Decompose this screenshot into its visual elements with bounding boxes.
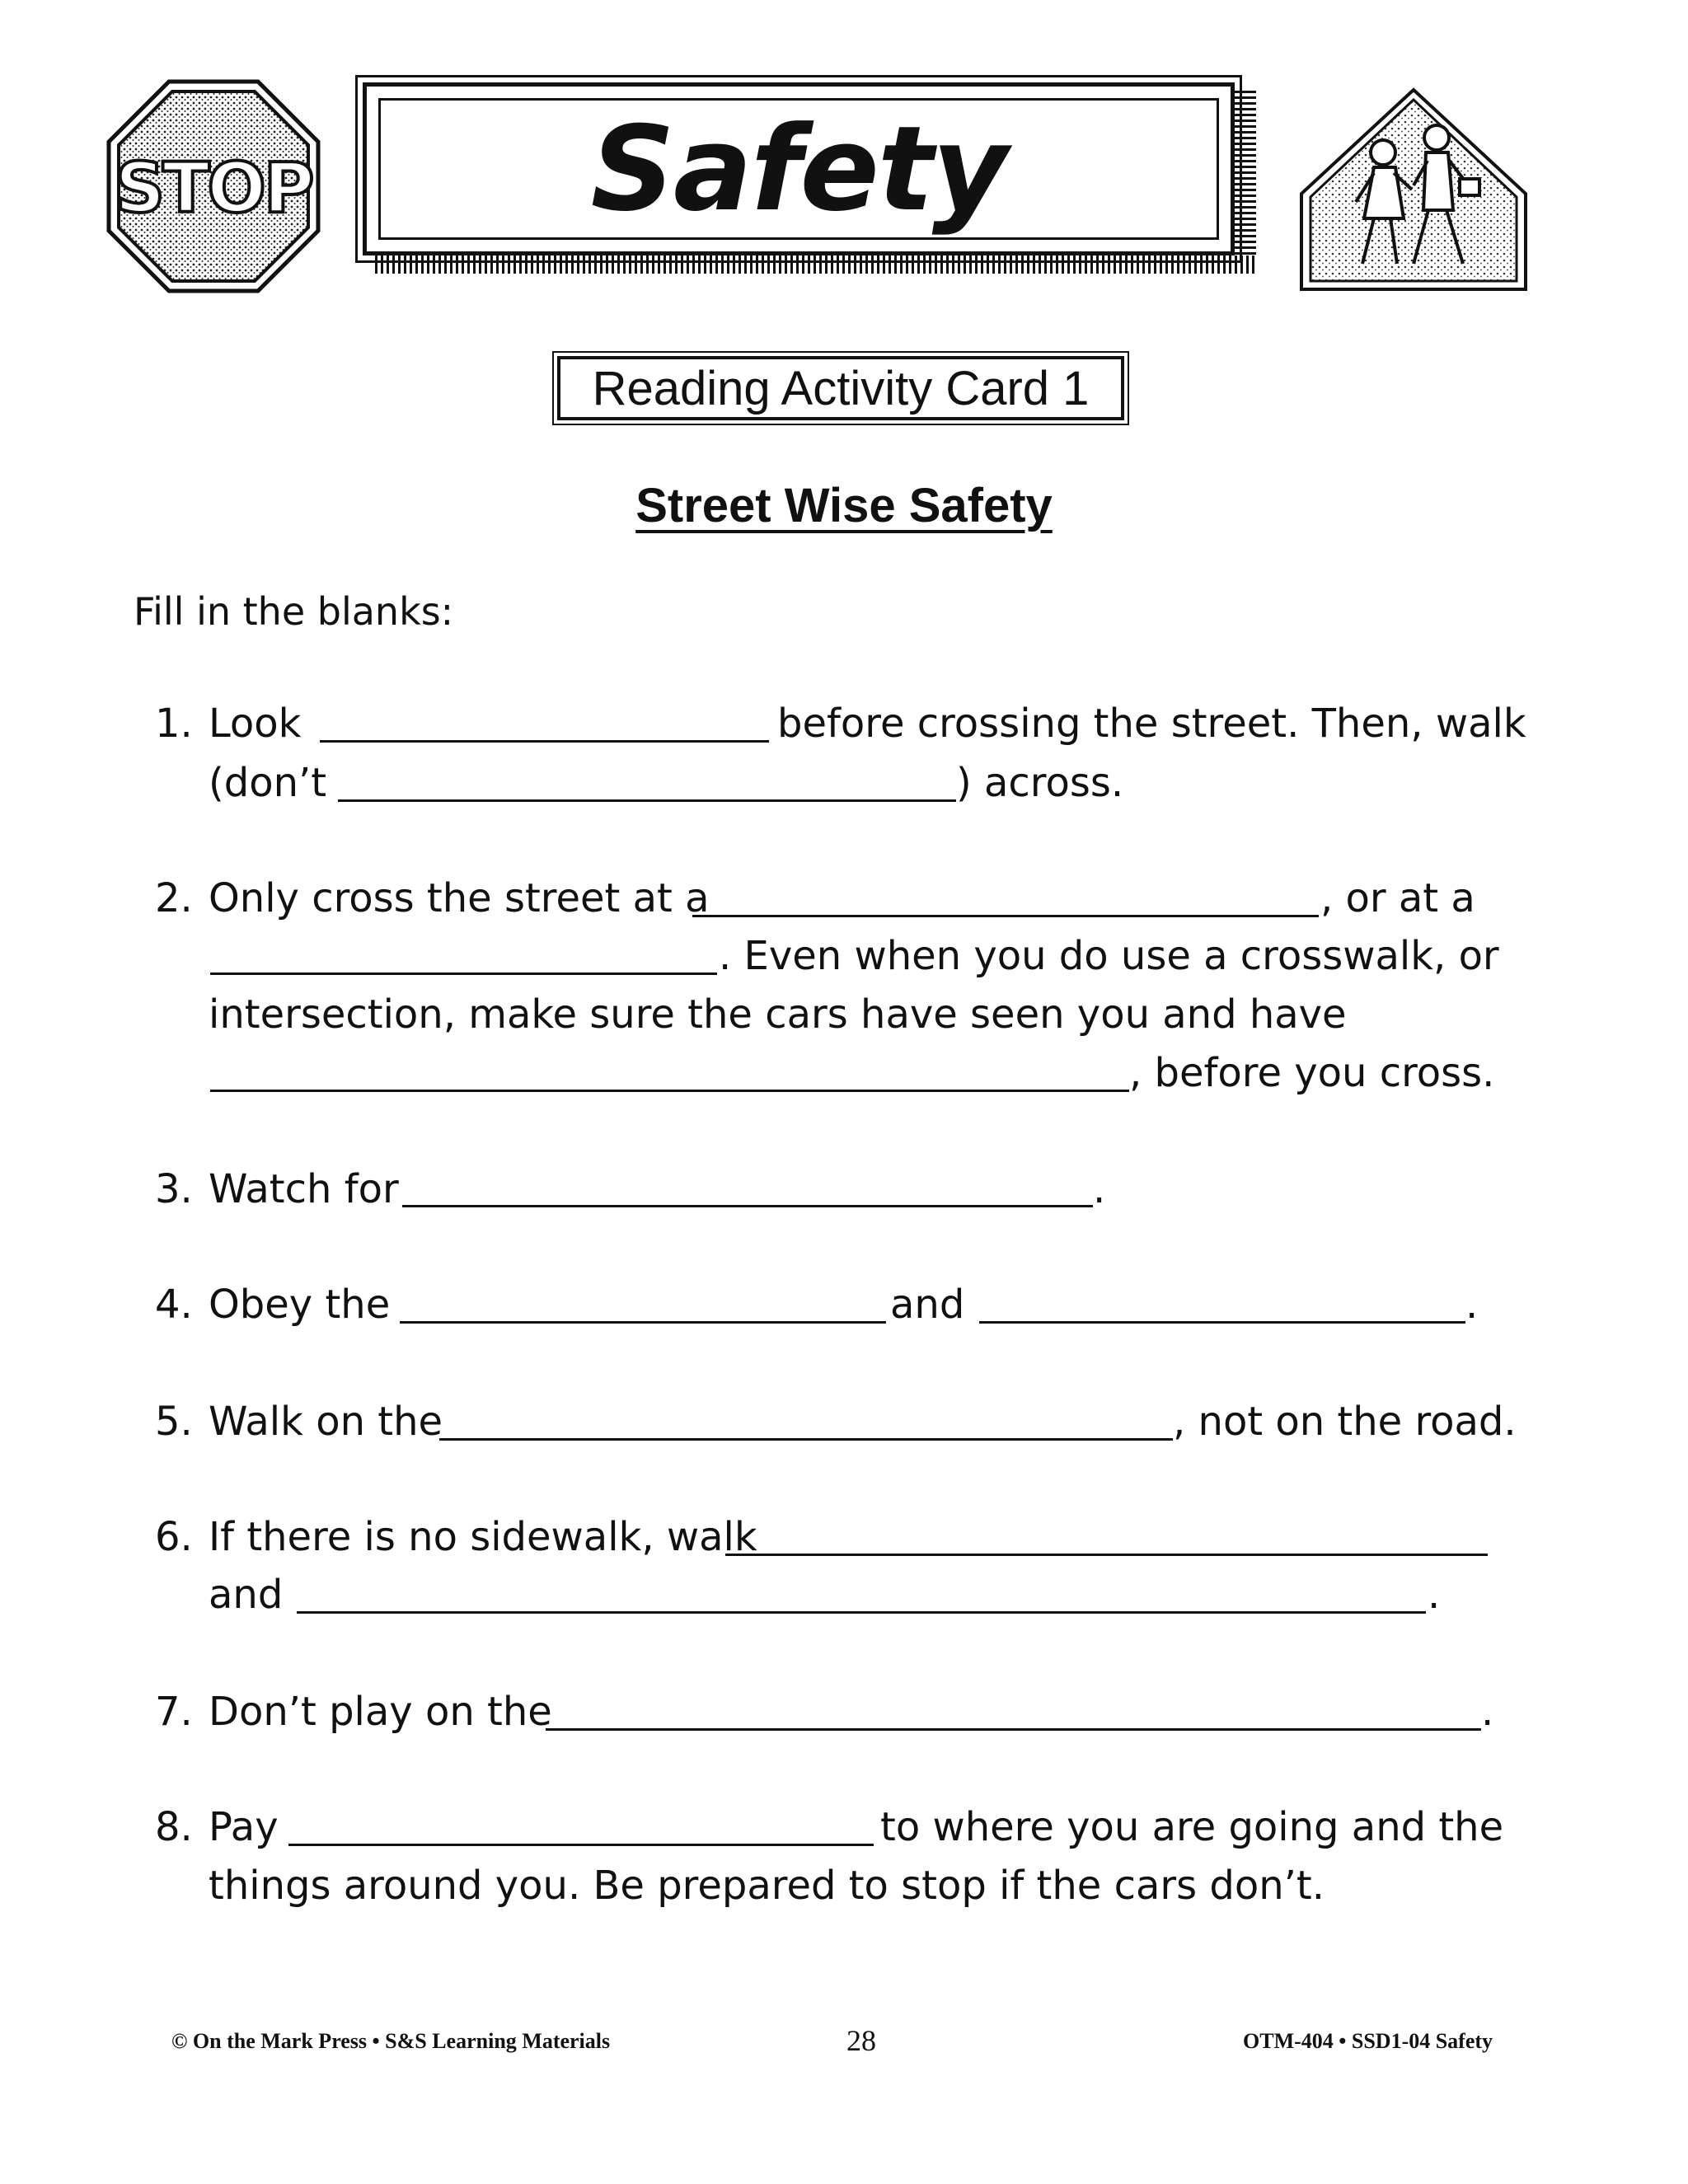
answer-blank[interactable] <box>320 740 769 743</box>
answer-blank[interactable] <box>402 1205 1093 1207</box>
question-text: things around you. Be prepared to stop if the cars don’t. <box>209 1863 1325 1909</box>
question-number: 5. <box>155 1399 193 1445</box>
question-number: 3. <box>155 1166 193 1212</box>
answer-blank[interactable] <box>297 1611 1426 1614</box>
question-text: . <box>1428 1572 1441 1618</box>
stop-sign-icon <box>106 78 321 294</box>
question-text: Pay <box>209 1804 279 1850</box>
question-text: to where you are going and the <box>880 1804 1504 1850</box>
answer-blank[interactable] <box>439 1438 1173 1441</box>
question-text: and <box>209 1572 284 1618</box>
question-text: If there is no sidewalk, walk <box>209 1514 757 1560</box>
question-text: (don’t <box>209 760 327 806</box>
question-text: . <box>1481 1689 1494 1735</box>
question-text: Don’t play on the <box>209 1689 552 1735</box>
question-number: 4. <box>155 1282 193 1328</box>
answer-blank[interactable] <box>979 1321 1465 1324</box>
footer-publisher: © On the Mark Press • S&S Learning Materials <box>171 2029 611 2053</box>
question-text: . <box>1093 1166 1106 1212</box>
section-title-text: Street Wise Safety <box>635 479 1053 532</box>
question-text: Obey the <box>209 1282 391 1328</box>
question-number: 7. <box>155 1689 193 1735</box>
reading-activity-card-label: Reading Activity Card 1 <box>557 356 1124 420</box>
question-number: 6. <box>155 1514 193 1560</box>
answer-blank[interactable] <box>725 1554 1488 1556</box>
question-text: . <box>1465 1282 1479 1328</box>
answer-blank[interactable] <box>210 1090 1129 1092</box>
answer-blank[interactable] <box>288 1844 874 1846</box>
question-text: , before you cross. <box>1129 1050 1495 1096</box>
answer-blank[interactable] <box>692 915 1319 917</box>
answer-blank[interactable] <box>338 799 956 802</box>
question-text: , or at a <box>1320 875 1475 921</box>
question-number: 8. <box>155 1804 193 1850</box>
question-text: intersection, make sure the cars have seen you and have <box>209 991 1347 1038</box>
question-text: . Even when you do use a crosswalk, or <box>719 933 1499 979</box>
question-text: before crossing the street. Then, walk <box>777 701 1526 747</box>
question-text: , not on the road. <box>1173 1399 1517 1445</box>
question-text: Only cross the street at a <box>209 875 710 921</box>
answer-blank[interactable] <box>546 1728 1481 1731</box>
question-text: Walk on the <box>209 1399 443 1445</box>
question-number: 2. <box>155 875 193 921</box>
page-title: Safety <box>590 101 1007 237</box>
page-number: 28 <box>846 2024 876 2057</box>
footer-product-code: OTM-404 • SSD1-04 Safety <box>1243 2029 1493 2053</box>
question-number: 1. <box>155 701 193 747</box>
question-text: Watch for <box>209 1166 399 1212</box>
section-title <box>0 478 1688 533</box>
school-crossing-sign-icon <box>1298 87 1529 293</box>
answer-blank[interactable] <box>400 1321 886 1324</box>
stop-sign-text: STOP <box>115 148 312 228</box>
question-text: and <box>890 1282 965 1328</box>
question-text: ) across. <box>956 760 1124 806</box>
question-text: Look <box>209 701 302 747</box>
answer-blank[interactable] <box>210 972 717 975</box>
instructions: Fill in the blanks: <box>134 589 454 634</box>
